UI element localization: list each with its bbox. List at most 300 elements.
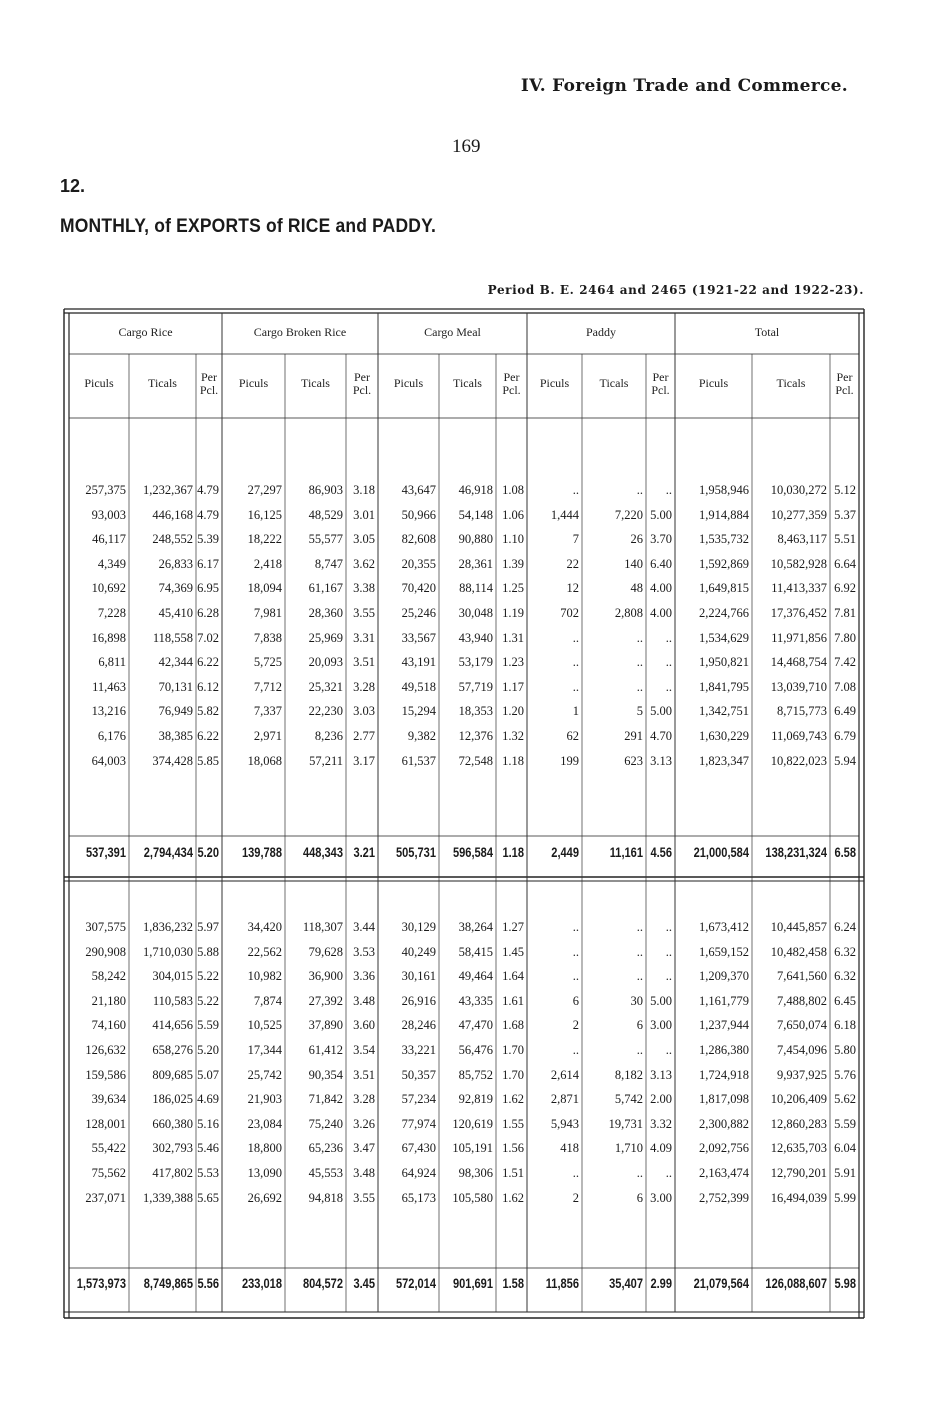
- table-cell: 50,357: [401, 1067, 436, 1082]
- total-cell: 901,691: [452, 1276, 493, 1291]
- table-cell: 1,534,629: [699, 630, 749, 645]
- table-cell: 36,900: [308, 969, 343, 984]
- subheader-cargo-rice-piculs: Piculs: [84, 376, 114, 390]
- table-cell: 48,529: [308, 507, 343, 522]
- table-cell: 7,981: [253, 606, 282, 620]
- table-cell: 446,168: [152, 507, 193, 522]
- table-cell: 7,641,560: [777, 969, 827, 984]
- table-cell: 658,276: [152, 1043, 193, 1057]
- table-cell: 1,673,412: [699, 920, 749, 934]
- table-cell: 2,752,399: [699, 1190, 749, 1205]
- total-cell: 139,788: [241, 845, 282, 860]
- table-cell: 4.70: [650, 729, 672, 743]
- table-cell: 5.12: [834, 483, 856, 497]
- subheader-paddy-piculs: Piculs: [539, 376, 570, 390]
- table-cell: 9,382: [407, 729, 436, 743]
- table-cell: 1,630,229: [699, 729, 749, 743]
- table-cell: 7: [572, 532, 579, 547]
- table-cell: 5.62: [834, 1092, 856, 1107]
- group-header-cargo-broken-rice: Cargo Broken Rice: [253, 325, 347, 339]
- table-cell: 72,548: [458, 753, 493, 768]
- table-cell: 16,494,039: [770, 1190, 827, 1205]
- table-cell: ..: [665, 1166, 672, 1180]
- table-cell: 16,125: [247, 507, 282, 522]
- table-cell: 3.53: [353, 944, 375, 959]
- table-cell: 1,823,347: [699, 753, 749, 768]
- table-cell: 43,647: [401, 483, 436, 497]
- table-cell: ..: [572, 655, 579, 670]
- table-cell: 110,583: [152, 993, 193, 1008]
- table-cell: 1.64: [502, 969, 524, 984]
- table-cell: 30,048: [458, 606, 493, 620]
- table-cell: 11,069,743: [771, 729, 827, 743]
- subheader-total-per-pcl: Per Pcl.: [835, 370, 854, 397]
- table-cell: 2,614: [550, 1067, 579, 1082]
- table-cell: 1.25: [502, 581, 524, 596]
- table-cell: 5.00: [650, 704, 672, 719]
- table-cell: 290,908: [85, 944, 126, 959]
- table-cell: 10,582,928: [770, 556, 827, 571]
- total-cell: 35,407: [609, 1276, 643, 1291]
- table-cell: 126,632: [85, 1043, 126, 1057]
- table-cell: 47,470: [458, 1018, 493, 1033]
- total-cell: 2.99: [650, 1276, 672, 1291]
- table-cell: 27,297: [247, 483, 282, 497]
- table-cell: 1.27: [502, 920, 524, 934]
- table-cell: 76,949: [158, 704, 193, 719]
- table-cell: 1.31: [502, 630, 524, 645]
- table-cell: 5.88: [197, 944, 219, 959]
- subheader-cargo-rice-per-pcl: Per Pcl.: [199, 370, 219, 397]
- table-cell: 5.16: [197, 1116, 219, 1131]
- table-cell: 26,916: [401, 993, 436, 1008]
- subheader-cargo-rice-ticals: Ticals: [148, 376, 177, 390]
- table-cell: 374,428: [152, 753, 193, 768]
- group-header-paddy: Paddy: [586, 325, 616, 339]
- table-cell: 7,712: [253, 679, 282, 694]
- table-cell: 1,914,884: [699, 507, 749, 522]
- table-cell: 5.85: [197, 753, 219, 768]
- table-cell: 28,360: [308, 606, 343, 620]
- total-cell: 5.56: [197, 1276, 219, 1291]
- table-cell: 13,039,710: [770, 679, 827, 694]
- table-cell: 5.00: [650, 507, 672, 522]
- table-cell: 67,430: [401, 1141, 436, 1156]
- table-cell: 1.32: [502, 729, 524, 743]
- table-cell: 1,841,795: [699, 679, 749, 694]
- table-cell: 3.55: [353, 1190, 375, 1205]
- table-cell: 7.08: [834, 679, 856, 694]
- table-cell: 1.20: [502, 704, 524, 719]
- subheader-total-ticals: Ticals: [776, 376, 806, 390]
- table-cell: 2,808: [614, 606, 643, 620]
- table-cell: 118,307: [302, 920, 343, 934]
- table-cell: 6,811: [98, 655, 126, 670]
- table-cell: 1.17: [502, 679, 524, 694]
- table-cell: 62: [566, 729, 579, 743]
- table-cell: 10,277,359: [770, 507, 827, 522]
- table-cell: 8,747: [314, 556, 343, 571]
- total-cell: 2,449: [551, 845, 579, 860]
- table-cell: 307,575: [85, 920, 126, 934]
- table-cell: 75,240: [308, 1116, 343, 1131]
- table-cell: 23,084: [247, 1116, 282, 1131]
- table-cell: 7,220: [614, 507, 643, 522]
- table-cell: 1,958,946: [699, 483, 749, 497]
- total-cell: 11,856: [545, 1276, 579, 1291]
- table-cell: 53,179: [458, 655, 493, 670]
- table-cell: 42,344: [158, 655, 193, 670]
- table-cell: 3.18: [353, 483, 375, 497]
- table-cell: 248,552: [152, 532, 193, 547]
- table-cell: 10,982: [247, 969, 282, 984]
- table-cell: 22,562: [247, 944, 282, 959]
- table-cell: 8,715,773: [777, 704, 827, 719]
- table-cell: 13,216: [91, 704, 126, 719]
- table-cell: 1,209,370: [699, 969, 749, 984]
- table-cell: 291: [624, 729, 643, 743]
- table-cell: ..: [665, 679, 672, 694]
- table-cell: 3.26: [353, 1116, 375, 1131]
- table-cell: 6.45: [834, 993, 856, 1008]
- table-cell: ..: [572, 944, 579, 959]
- table-cell: 2,163,474: [699, 1166, 749, 1180]
- table-cell: 1.70: [502, 1043, 524, 1057]
- table-cell: ..: [572, 1043, 579, 1057]
- table-cell: 5.22: [197, 993, 219, 1008]
- subheader-cargo-broken-rice-piculs: Piculs: [238, 376, 269, 390]
- table-cell: 11,971,856: [771, 630, 827, 645]
- table-cell: 5.46: [197, 1141, 219, 1156]
- table-cell: 1,710: [614, 1141, 643, 1156]
- table-cell: 1,161,779: [699, 993, 749, 1008]
- table-cell: 18,068: [247, 753, 282, 768]
- table-cell: 40,249: [401, 944, 436, 959]
- table-cell: 1,237,944: [699, 1018, 749, 1033]
- table-cell: 15,294: [401, 704, 436, 719]
- table-cell: 85,752: [458, 1067, 493, 1082]
- total-cell: 4.56: [650, 845, 672, 860]
- table-cell: 3.55: [353, 606, 375, 620]
- table-cell: 1,286,380: [699, 1043, 749, 1057]
- table-cell: 92,819: [458, 1092, 493, 1107]
- table-cell: 11,463: [92, 679, 126, 694]
- table-cell: 61,412: [308, 1043, 343, 1057]
- table-cell: 49,464: [458, 969, 493, 984]
- table-cell: 6.95: [197, 581, 219, 596]
- table-cell: 57,719: [458, 679, 493, 694]
- table-cell: 1.70: [502, 1067, 524, 1082]
- table-cell: 414,656: [152, 1018, 193, 1033]
- table-cell: 5,943: [550, 1116, 579, 1131]
- table-cell: 6.18: [834, 1018, 856, 1033]
- table-cell: 5.59: [834, 1116, 856, 1131]
- table-cell: 90,880: [458, 532, 493, 547]
- table-cell: 3.51: [353, 655, 375, 670]
- table-cell: 12,376: [458, 729, 493, 743]
- total-cell: 11,161: [609, 845, 643, 860]
- section-title: IV. Foreign Trade and Commerce.: [520, 76, 848, 96]
- table-cell: ..: [572, 920, 579, 934]
- table-cell: 5.99: [834, 1190, 856, 1205]
- total-cell: 537,391: [85, 845, 126, 860]
- table-cell: 6: [636, 1018, 643, 1033]
- table-cell: 6.92: [834, 581, 856, 596]
- table-cell: 3.13: [650, 753, 672, 768]
- table-cell: ..: [636, 483, 643, 497]
- table-cell: 7,650,074: [777, 1018, 827, 1033]
- table-cell: 1.08: [502, 483, 524, 497]
- table-cell: 7,838: [253, 630, 282, 645]
- table-cell: 16,898: [91, 630, 126, 645]
- table-cell: 93,003: [91, 507, 126, 522]
- table-cell: 186,025: [152, 1092, 193, 1107]
- subheader-total-piculs: Piculs: [698, 376, 729, 390]
- table-cell: 3.51: [353, 1067, 375, 1082]
- table-cell: 6.12: [197, 679, 219, 694]
- table-cell: 38,385: [158, 729, 193, 743]
- table-cell: 4.79: [197, 483, 219, 497]
- table-cell: 3.44: [353, 920, 375, 934]
- table-cell: 1,444: [550, 507, 579, 522]
- table-cell: 3.17: [353, 753, 375, 768]
- total-cell: 21,000,584: [693, 845, 749, 860]
- table-cell: 25,742: [247, 1067, 282, 1082]
- table-cell: 5.59: [197, 1018, 219, 1033]
- table-cell: 6.32: [834, 944, 856, 959]
- table-cell: 55,422: [91, 1141, 126, 1156]
- table-cell: 5.53: [197, 1166, 219, 1180]
- table-cell: 1.06: [502, 507, 524, 522]
- table-cell: 5.07: [197, 1067, 219, 1082]
- table-cell: 1,339,388: [143, 1190, 193, 1205]
- table-cell: 39,634: [91, 1092, 126, 1107]
- table-cell: 1.55: [502, 1116, 524, 1131]
- table-cell: ..: [665, 944, 672, 959]
- table-cell: 5.22: [197, 969, 219, 984]
- table-cell: 6,176: [97, 729, 126, 743]
- table-cell: 7.02: [197, 630, 219, 645]
- table-cell: 8,463,117: [777, 532, 827, 547]
- table-cell: 21,903: [247, 1092, 282, 1107]
- table-cell: 6.24: [834, 920, 856, 934]
- table-cell: 2,971: [253, 729, 282, 743]
- table-cell: 2.00: [650, 1092, 672, 1107]
- table-cell: 5.00: [650, 993, 672, 1008]
- table-cell: 22: [566, 556, 579, 571]
- table-cell: 10,206,409: [770, 1092, 827, 1107]
- table-cell: 10,482,458: [770, 944, 827, 959]
- table-cell: 3.13: [650, 1067, 672, 1082]
- table-cell: 2: [572, 1018, 579, 1033]
- table-cell: 43,940: [458, 630, 493, 645]
- table-cell: 2,300,882: [699, 1116, 749, 1131]
- total-cell: 126,088,607: [765, 1276, 827, 1291]
- table-cell: ..: [572, 483, 579, 497]
- table-cell: 5.91: [834, 1166, 856, 1180]
- table-cell: 65,236: [308, 1141, 343, 1156]
- table-cell: 417,802: [152, 1166, 193, 1180]
- table-cell: ..: [572, 630, 579, 645]
- table-cell: 19,731: [608, 1116, 643, 1131]
- total-cell: 804,572: [302, 1276, 343, 1291]
- total-cell: 21,079,564: [693, 1276, 749, 1291]
- subheader-cargo-broken-rice-ticals: Ticals: [301, 376, 330, 390]
- table-cell: 6.17: [197, 556, 219, 571]
- table-cell: 26,833: [158, 556, 193, 571]
- table-cell: 12: [566, 581, 579, 596]
- table-cell: ..: [636, 969, 643, 984]
- table-cell: 61,537: [401, 753, 436, 768]
- table-cell: 3.70: [650, 532, 672, 547]
- table-cell: 25,321: [308, 679, 343, 694]
- table-cell: 3.00: [650, 1190, 672, 1205]
- table-cell: 12,635,703: [770, 1141, 827, 1156]
- total-cell: 448,343: [302, 845, 343, 860]
- table-cell: 3.47: [353, 1141, 375, 1156]
- table-cell: 3.28: [353, 679, 375, 694]
- table-cell: 6.04: [834, 1141, 856, 1156]
- table-cell: 43,335: [458, 993, 493, 1008]
- table-cell: 5.51: [834, 532, 856, 547]
- table-cell: 1,659,152: [699, 944, 749, 959]
- table-cell: ..: [572, 1166, 579, 1180]
- table-cell: 2,224,766: [699, 606, 749, 620]
- table-cell: 10,030,272: [770, 483, 827, 497]
- table-cell: 7,337: [253, 704, 282, 719]
- table-cell: 1.68: [502, 1018, 524, 1033]
- table-cell: 46,117: [92, 532, 126, 547]
- table-cell: 1.18: [502, 753, 524, 768]
- table-cell: 2: [572, 1190, 579, 1205]
- group-header-cargo-rice: Cargo Rice: [118, 325, 173, 339]
- table-cell: 25,246: [401, 606, 436, 620]
- table-cell: 25,969: [308, 630, 343, 645]
- table-cell: 30: [630, 993, 643, 1008]
- total-cell: 3.45: [353, 1276, 375, 1291]
- table-cell: ..: [636, 920, 643, 934]
- table-cell: 7,454,096: [777, 1043, 827, 1057]
- group-header-cargo-meal: Cargo Meal: [424, 325, 481, 339]
- table-cell: 18,353: [458, 704, 493, 719]
- table-cell: 1,836,232: [143, 920, 193, 934]
- table-cell: 12,860,283: [770, 1116, 827, 1131]
- table-cell: 94,818: [308, 1190, 343, 1205]
- table-cell: ..: [665, 969, 672, 984]
- table-cell: 1.61: [502, 993, 524, 1008]
- table-cell: 7.81: [834, 606, 856, 620]
- table-cell: 98,306: [458, 1166, 493, 1180]
- table-cell: 26,692: [247, 1190, 282, 1205]
- table-cell: 38,264: [458, 920, 493, 934]
- table-cell: 34,420: [247, 920, 282, 934]
- table-cell: 105,191: [452, 1141, 493, 1156]
- table-cell: 20,093: [308, 655, 343, 670]
- table-cell: 27,392: [308, 993, 343, 1008]
- table-cell: 55,577: [308, 532, 343, 547]
- table-cell: 5.65: [197, 1190, 219, 1205]
- total-cell: 138,231,324: [765, 845, 827, 860]
- table-cell: 304,015: [152, 969, 193, 984]
- table-cell: 17,376,452: [770, 606, 827, 620]
- table-cell: ..: [572, 969, 579, 984]
- table-cell: 3.54: [353, 1043, 375, 1057]
- group-header-total: Total: [754, 325, 780, 339]
- table-cell: 1,817,098: [699, 1092, 749, 1107]
- table-cell: 65,173: [401, 1190, 436, 1205]
- table-cell: 1.45: [502, 944, 524, 959]
- table-cell: 64,924: [401, 1166, 436, 1180]
- total-cell: 505,731: [395, 845, 436, 860]
- table-cell: 6: [572, 993, 579, 1008]
- table-cell: 6.22: [197, 729, 219, 743]
- table-cell: 4,349: [97, 556, 126, 571]
- table-cell: 3.05: [353, 532, 375, 547]
- table-cell: 4.69: [197, 1092, 219, 1107]
- table-cell: ..: [572, 679, 579, 694]
- table-cell: 2,418: [253, 556, 282, 571]
- table-cell: 1.23: [502, 655, 524, 670]
- table-cell: 199: [560, 753, 579, 768]
- subheader-paddy-ticals: Ticals: [599, 376, 629, 390]
- table-cell: 3.38: [353, 581, 375, 596]
- table-cell: 7,228: [97, 606, 126, 620]
- table-cell: 10,692: [91, 581, 126, 596]
- table-cell: 77,974: [401, 1116, 436, 1131]
- table-cell: 33,221: [401, 1043, 436, 1057]
- table-cell: 237,071: [85, 1190, 126, 1205]
- table-cell: 13,090: [247, 1166, 282, 1180]
- subheader-paddy-per-pcl: Per Pcl.: [651, 370, 670, 397]
- table-cell: 18,800: [247, 1141, 282, 1156]
- table-cell: 3.28: [353, 1092, 375, 1107]
- total-cell: 3.21: [353, 845, 375, 860]
- table-cell: 5,725: [253, 655, 282, 670]
- table-cell: ..: [636, 630, 643, 645]
- table-cell: 1,342,751: [699, 704, 749, 719]
- table-cell: 6.49: [834, 704, 856, 719]
- table-cell: 159,586: [85, 1067, 126, 1082]
- table-cell: 6.22: [197, 655, 219, 670]
- table-cell: 75,562: [91, 1166, 126, 1180]
- table-cell: 74,160: [91, 1018, 126, 1033]
- table-cell: 257,375: [85, 483, 126, 497]
- table-cell: 58,242: [91, 969, 126, 984]
- table-cell: 1.62: [502, 1092, 524, 1107]
- table-cell: 3.48: [353, 993, 375, 1008]
- table-cell: 7.42: [834, 655, 856, 670]
- table-cell: 82,608: [401, 532, 436, 547]
- subheader-cargo-meal-piculs: Piculs: [393, 376, 424, 390]
- table-cell: 4.79: [197, 507, 219, 522]
- table-cell: 702: [560, 606, 579, 620]
- table-cell: 26: [630, 532, 643, 547]
- table-cell: 1: [572, 704, 579, 719]
- table-cell: 6.64: [834, 556, 856, 571]
- table-cell: 1.62: [502, 1190, 524, 1205]
- table-cell: 45,553: [308, 1166, 343, 1180]
- table-cell: 1.39: [502, 556, 524, 571]
- subheader-cargo-broken-rice-per-pcl: Per Pcl.: [352, 370, 372, 397]
- table-cell: ..: [636, 655, 643, 670]
- table-cell: 3.03: [353, 704, 375, 719]
- table-cell: 88,114: [459, 581, 493, 596]
- table-cell: 6: [636, 1190, 643, 1205]
- table-cell: 10,445,857: [770, 920, 827, 934]
- total-cell: 5.20: [197, 845, 219, 860]
- table-cell: 7,488,802: [777, 993, 827, 1008]
- table-cell: 37,890: [308, 1018, 343, 1033]
